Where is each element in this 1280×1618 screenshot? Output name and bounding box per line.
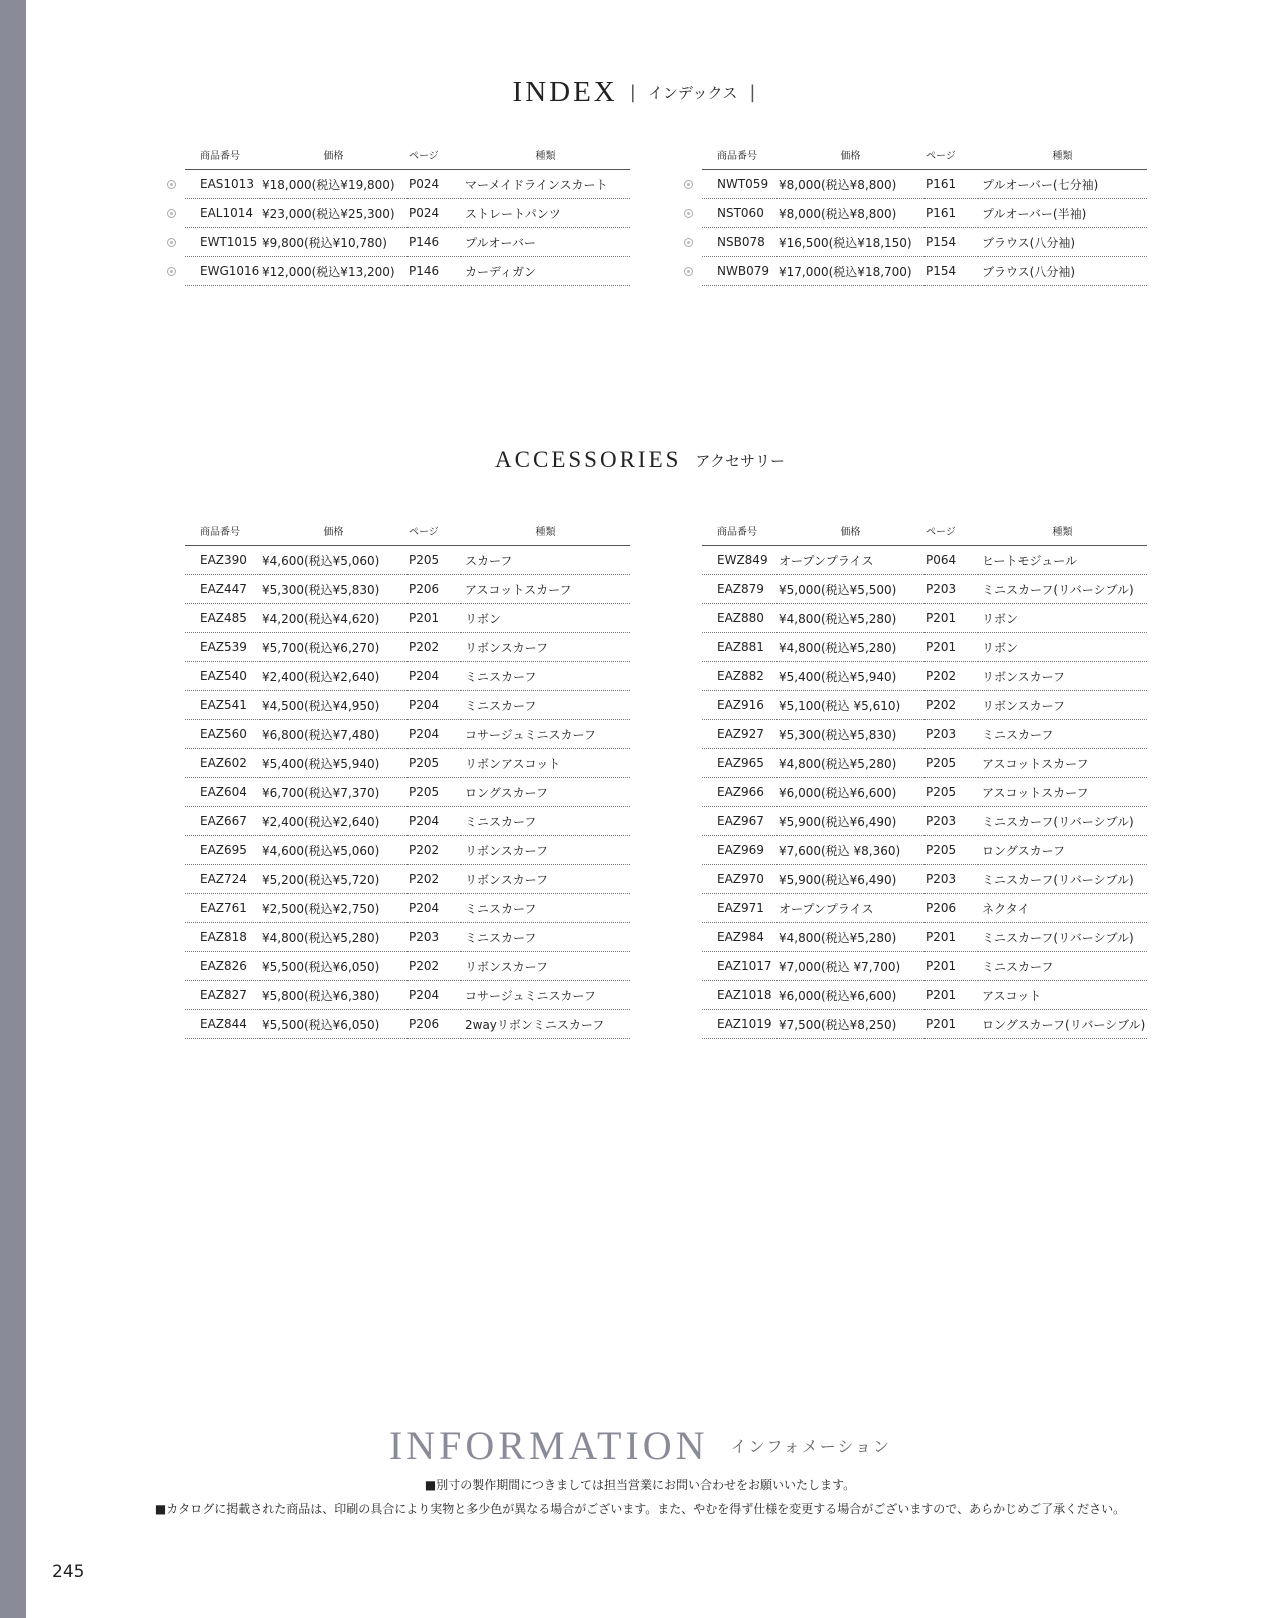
information-note: ■カタログに掲載された商品は、印刷の具合により実物と多少色が異なる場合がございます。また、やむを得ず仕様を変更する場合がございますので、あらかじめご了承ください。 (154, 1502, 1126, 1516)
product-type: アスコットスカーフ (978, 749, 1147, 778)
table-row (185, 981, 630, 1010)
product-type: リボンスカーフ (461, 836, 630, 865)
price: ¥18,000(税込¥19,800) (260, 170, 407, 199)
table-header-row (702, 516, 1147, 546)
page-ref: P203 (924, 575, 978, 604)
product-type: 2wayリボンミニスカーフ (461, 1010, 630, 1039)
page-ref: P203 (924, 865, 978, 894)
index-subtitle: インデックス (647, 84, 738, 102)
table-header-row (185, 516, 630, 546)
table-row (185, 807, 630, 836)
product-code: EAZ826 (185, 952, 260, 981)
page-ref: P204 (407, 807, 461, 836)
column-header: ページ (407, 516, 461, 546)
price: ¥8,000(税込¥8,800) (777, 199, 924, 228)
product-type: ブラウス(八分袖) (978, 228, 1147, 257)
table-row (185, 1010, 630, 1039)
product-code: EAZ882 (702, 662, 777, 691)
table-row (185, 952, 630, 981)
page-ref: P204 (407, 691, 461, 720)
product-code: EAZ447 (185, 575, 260, 604)
price: ¥5,700(税込¥6,270) (260, 633, 407, 662)
price: ¥6,000(税込¥6,600) (777, 981, 924, 1010)
table-row (185, 575, 630, 604)
product-code: EAZ966 (702, 778, 777, 807)
product-type: アスコットスカーフ (461, 575, 630, 604)
product-type: ヒートモジュール (978, 546, 1147, 575)
page-ref: P206 (924, 894, 978, 923)
index-title: INDEX (512, 76, 618, 108)
page-ref: P154 (924, 228, 978, 257)
page-ref: P205 (407, 749, 461, 778)
column-header: 種類 (978, 516, 1147, 546)
table-row (702, 228, 1147, 257)
page-ref: P202 (407, 952, 461, 981)
product-code: EAZ965 (702, 749, 777, 778)
table-row (702, 923, 1147, 952)
price: ¥5,000(税込¥5,500) (777, 575, 924, 604)
price: ¥4,800(税込¥5,280) (777, 633, 924, 662)
product-type: コサージュミニスカーフ (461, 981, 630, 1010)
table-row (702, 894, 1147, 923)
price: ¥2,400(税込¥2,640) (260, 807, 407, 836)
bullet-icon (167, 238, 176, 247)
product-code: EAL1014 (185, 199, 260, 228)
page-ref: P203 (407, 923, 461, 952)
page-ref: P024 (407, 199, 461, 228)
table-row (702, 749, 1147, 778)
price: ¥2,500(税込¥2,750) (260, 894, 407, 923)
table-row (185, 662, 630, 691)
product-type: ミニスカーフ (461, 894, 630, 923)
page-ref: P201 (924, 633, 978, 662)
table-row (702, 952, 1147, 981)
product-code: EAZ880 (702, 604, 777, 633)
product-type: ミニスカーフ (461, 807, 630, 836)
table-row (702, 575, 1147, 604)
table-row (702, 720, 1147, 749)
price: オープンプライス (777, 894, 924, 923)
price: ¥7,000(税込 ¥7,700) (777, 952, 924, 981)
price: ¥5,400(税込¥5,940) (777, 662, 924, 691)
product-type: リボン (978, 604, 1147, 633)
product-type: ミニスカーフ (461, 923, 630, 952)
bullet-icon (167, 209, 176, 218)
page-ref: P205 (924, 778, 978, 807)
product-code: EAZ761 (185, 894, 260, 923)
product-type: リボンスカーフ (461, 952, 630, 981)
table-row (185, 836, 630, 865)
product-type: リボン (978, 633, 1147, 662)
table-row (185, 749, 630, 778)
price: ¥17,000(税込¥18,700) (777, 257, 924, 286)
price: ¥4,600(税込¥5,060) (260, 546, 407, 575)
product-code: EAZ967 (702, 807, 777, 836)
price: ¥12,000(税込¥13,200) (260, 257, 407, 286)
accessories-table-left (185, 516, 630, 1039)
page-ref: P154 (924, 257, 978, 286)
price: ¥6,000(税込¥6,600) (777, 778, 924, 807)
index-heading: INDEX | インデックス | (512, 76, 756, 108)
product-code: EAZ539 (185, 633, 260, 662)
column-header: 価格 (260, 140, 407, 170)
product-type: リボンスカーフ (461, 633, 630, 662)
page-ref: P201 (924, 981, 978, 1010)
price: ¥4,800(税込¥5,280) (777, 749, 924, 778)
product-code: EAZ667 (185, 807, 260, 836)
price: ¥5,300(税込¥5,830) (260, 575, 407, 604)
page-ref: P202 (924, 662, 978, 691)
product-code: EAZ695 (185, 836, 260, 865)
product-code: EAZ1018 (702, 981, 777, 1010)
column-header: 商品番号 (702, 516, 777, 546)
product-code: EAZ969 (702, 836, 777, 865)
table-row (702, 546, 1147, 575)
price: ¥5,300(税込¥5,830) (777, 720, 924, 749)
table-row (185, 894, 630, 923)
price: ¥6,700(税込¥7,370) (260, 778, 407, 807)
price: ¥5,400(税込¥5,940) (260, 749, 407, 778)
table-row (185, 720, 630, 749)
product-type: プルオーバー(半袖) (978, 199, 1147, 228)
price: ¥5,900(税込¥6,490) (777, 807, 924, 836)
page-ref: P204 (407, 981, 461, 1010)
product-code: EAZ541 (185, 691, 260, 720)
price: ¥4,800(税込¥5,280) (260, 923, 407, 952)
page-ref: P146 (407, 257, 461, 286)
product-code: EAZ827 (185, 981, 260, 1010)
product-type: リボン (461, 604, 630, 633)
product-type: アスコット (978, 981, 1147, 1010)
product-code: NWT059 (702, 170, 777, 199)
page-ref: P201 (924, 923, 978, 952)
table-row (702, 604, 1147, 633)
information-note: ■別寸の製作期間につきましては担当営業にお問い合わせをお願いいたします。 (424, 1478, 856, 1492)
product-code: EAZ724 (185, 865, 260, 894)
price: ¥16,500(税込¥18,150) (777, 228, 924, 257)
table-row (702, 170, 1147, 199)
bullet-icon (684, 238, 693, 247)
product-type: プルオーバー(七分袖) (978, 170, 1147, 199)
product-type: ミニスカーフ (461, 691, 630, 720)
product-code: EAZ879 (702, 575, 777, 604)
table-header-row (702, 140, 1147, 170)
price: ¥9,800(税込¥10,780) (260, 228, 407, 257)
product-type: スカーフ (461, 546, 630, 575)
page-ref: P201 (924, 952, 978, 981)
table-row (185, 923, 630, 952)
price: ¥5,500(税込¥6,050) (260, 952, 407, 981)
product-type: ロングスカーフ (978, 836, 1147, 865)
product-type: ミニスカーフ(リバーシブル) (978, 923, 1147, 952)
price: ¥4,600(税込¥5,060) (260, 836, 407, 865)
product-type: ミニスカーフ (461, 662, 630, 691)
price: ¥23,000(税込¥25,300) (260, 199, 407, 228)
page-ref: P202 (924, 691, 978, 720)
table-row (185, 604, 630, 633)
product-type: マーメイドラインスカート (461, 170, 630, 199)
page-ref: P024 (407, 170, 461, 199)
column-header: 価格 (260, 516, 407, 546)
page-ref: P205 (407, 546, 461, 575)
column-header: 価格 (777, 140, 924, 170)
bullet-icon (167, 180, 176, 189)
column-header: ページ (924, 516, 978, 546)
product-type: アスコットスカーフ (978, 778, 1147, 807)
column-header: 種類 (461, 516, 630, 546)
price: ¥4,200(税込¥4,620) (260, 604, 407, 633)
page-ref: P203 (924, 720, 978, 749)
product-type: ミニスカーフ(リバーシブル) (978, 807, 1147, 836)
table-row (702, 807, 1147, 836)
product-type: ブラウス(八分袖) (978, 257, 1147, 286)
product-code: EAZ560 (185, 720, 260, 749)
product-type: ロングスカーフ (461, 778, 630, 807)
price: ¥2,400(税込¥2,640) (260, 662, 407, 691)
price: ¥5,800(税込¥6,380) (260, 981, 407, 1010)
product-type: リボンスカーフ (978, 691, 1147, 720)
product-code: EAZ604 (185, 778, 260, 807)
page-ref: P204 (407, 894, 461, 923)
accessories-subtitle: アクセサリー (695, 451, 785, 470)
table-row (702, 633, 1147, 662)
accessories-heading (0, 447, 1280, 473)
column-header: 商品番号 (185, 140, 260, 170)
page-ref: P201 (924, 1010, 978, 1039)
price: オープンプライス (777, 546, 924, 575)
page-ref: P201 (407, 604, 461, 633)
table-row (702, 836, 1147, 865)
page-ref: P205 (924, 749, 978, 778)
price: ¥6,800(税込¥7,480) (260, 720, 407, 749)
table-row (185, 257, 630, 286)
table-header-row (185, 140, 630, 170)
information-heading (0, 1422, 1280, 1469)
price: ¥7,500(税込¥8,250) (777, 1010, 924, 1039)
product-code: EAZ844 (185, 1010, 260, 1039)
information-title: INFORMATION (388, 1423, 709, 1468)
product-code: EAZ971 (702, 894, 777, 923)
page-ref: P206 (407, 1010, 461, 1039)
page-ref: P064 (924, 546, 978, 575)
product-code: EAZ540 (185, 662, 260, 691)
price: ¥5,500(税込¥6,050) (260, 1010, 407, 1039)
product-code: EWT1015 (185, 228, 260, 257)
column-header: ページ (924, 140, 978, 170)
page-ref: P201 (924, 604, 978, 633)
table-row (185, 865, 630, 894)
table-row (702, 199, 1147, 228)
column-header: 種類 (461, 140, 630, 170)
product-code: EAZ1019 (702, 1010, 777, 1039)
bullet-icon (684, 267, 693, 276)
bullet-icon (684, 209, 693, 218)
index-table-right (702, 140, 1147, 286)
price: ¥5,900(税込¥6,490) (777, 865, 924, 894)
product-code: EAZ916 (702, 691, 777, 720)
page-ref: P161 (924, 199, 978, 228)
table-row (185, 546, 630, 575)
product-code: EAZ927 (702, 720, 777, 749)
product-type: リボンアスコット (461, 749, 630, 778)
page-ref: P204 (407, 720, 461, 749)
table-row (702, 662, 1147, 691)
table-row (702, 865, 1147, 894)
bullet-icon (684, 180, 693, 189)
product-type: ミニスカーフ (978, 952, 1147, 981)
column-header: 価格 (777, 516, 924, 546)
product-code: EAZ1017 (702, 952, 777, 981)
price: ¥4,500(税込¥4,950) (260, 691, 407, 720)
product-code: NWB079 (702, 257, 777, 286)
table-row (185, 633, 630, 662)
table-row (185, 199, 630, 228)
table-row (702, 691, 1147, 720)
product-type: ネクタイ (978, 894, 1147, 923)
product-code: NST060 (702, 199, 777, 228)
column-header: 種類 (978, 140, 1147, 170)
price: ¥5,100(税込 ¥5,610) (777, 691, 924, 720)
price: ¥8,000(税込¥8,800) (777, 170, 924, 199)
page-ref: P202 (407, 836, 461, 865)
column-header: 商品番号 (702, 140, 777, 170)
accessories-title: ACCESSORIES (495, 447, 682, 472)
table-row (185, 691, 630, 720)
product-type: カーディガン (461, 257, 630, 286)
table-row (702, 778, 1147, 807)
page-ref: P202 (407, 633, 461, 662)
product-type: リボンスカーフ (461, 865, 630, 894)
product-code: EAZ485 (185, 604, 260, 633)
page-ref: P206 (407, 575, 461, 604)
page-ref: P161 (924, 170, 978, 199)
product-type: コサージュミニスカーフ (461, 720, 630, 749)
product-type: ミニスカーフ (978, 720, 1147, 749)
product-type: ミニスカーフ(リバーシブル) (978, 865, 1147, 894)
product-code: EAZ818 (185, 923, 260, 952)
product-code: EAZ390 (185, 546, 260, 575)
accessories-table-right (702, 516, 1147, 1039)
column-header: ページ (407, 140, 461, 170)
table-row (702, 981, 1147, 1010)
column-header: 商品番号 (185, 516, 260, 546)
table-row (185, 778, 630, 807)
information-subtitle: インフォメーション (730, 1437, 892, 1456)
table-row (185, 170, 630, 199)
table-row (702, 257, 1147, 286)
table-row (185, 228, 630, 257)
product-code: EAZ984 (702, 923, 777, 952)
product-code: EAZ881 (702, 633, 777, 662)
price: ¥4,800(税込¥5,280) (777, 923, 924, 952)
side-bar (0, 0, 26, 1618)
page-ref: P202 (407, 865, 461, 894)
page-ref: P205 (407, 778, 461, 807)
page-ref: P204 (407, 662, 461, 691)
product-type: リボンスカーフ (978, 662, 1147, 691)
product-code: EAS1013 (185, 170, 260, 199)
bullet-icon (167, 267, 176, 276)
price: ¥7,600(税込 ¥8,360) (777, 836, 924, 865)
page-ref: P146 (407, 228, 461, 257)
product-type: ロングスカーフ(リバーシブル) (978, 1010, 1147, 1039)
page-number: 245 (52, 1562, 85, 1582)
page-ref: P203 (924, 807, 978, 836)
product-type: ミニスカーフ(リバーシブル) (978, 575, 1147, 604)
index-table-left (185, 140, 630, 286)
product-code: NSB078 (702, 228, 777, 257)
product-code: EAZ602 (185, 749, 260, 778)
product-code: EWZ849 (702, 546, 777, 575)
product-type: ストレートパンツ (461, 199, 630, 228)
product-type: プルオーバー (461, 228, 630, 257)
product-code: EWG1016 (185, 257, 260, 286)
product-code: EAZ970 (702, 865, 777, 894)
page-ref: P205 (924, 836, 978, 865)
price: ¥5,200(税込¥5,720) (260, 865, 407, 894)
table-row (702, 1010, 1147, 1039)
price: ¥4,800(税込¥5,280) (777, 604, 924, 633)
